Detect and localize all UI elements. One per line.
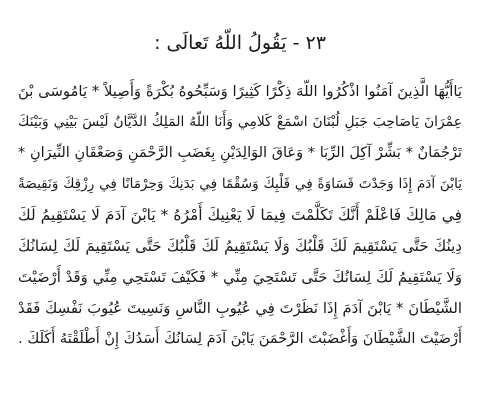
text-line: فِي مَالِكَ فَاعْلَمْ أَنَّكَ تَكَلَّمْتَ فِيمَا لَا يَعْنِيكَ أَمْرُهُ * يَابْنَ آدَمَ لَا يَسْتَقِيمُ لَكَ	[18, 206, 462, 224]
text-line: أَرْضَيْتَ الشَّيْطَانَ وَأَغْضَبْتَ الرَّحْمَنَ يَابْنَ آدَمَ لِسَانُكَ أَسَدُكَ إِنْ أَطْلَقْتَهُ أَكَلَكَ .	[18, 331, 462, 347]
text-line: يَاأَيُّهَا الَّذِينَ آمَنُوا اذْكُرُوا اللّهَ ذِكْرًا كَثِيرًا وَسَبِّحُوهُ بُكْرَةً وَأَصِيلاً * يَامُوسَى بْنَ	[18, 83, 462, 100]
text-line: دِينُكَ حَتَّى يَسْتَقِيمَ لَكَ قَلْبُكَ وَلَا يَسْتَقِيمُ لَكَ قَلْبُكَ حَتَّى يَسْتَقِيمَ لَكَ لِسَانُكَ	[18, 237, 462, 255]
text-line: الشَّيْطَانَ * يَابْنَ آدَمَ إِذَا نَظَرْتَ فِي عُيُوبِ النَّاسِ وَنَسِيتَ عُيُوبَ نَفْسِكَ فَقَدْ	[18, 300, 462, 317]
text-line: عِمْرَانَ يَاصَاحِبَ جَبَلِ لُبْنَانَ اسْمَعْ كَلامِي وَأَنَا اللّهُ المَلِكُ الدَّيَّانُ لَيْسَ بَيْنِي وَبَيْنَكَ	[18, 114, 462, 130]
text-line: يَابْنَ آدَمَ إِذَا وَجَدْتَ قَسَاوَةً فِي قَلْبِكَ وَسُقْمًا فِي بَدَنِكَ وَحِرْمَانًا فِي رِزْقِكَ وَنَقِيصَةً	[18, 176, 462, 192]
body-text	[18, 76, 462, 355]
section-heading: ٢٣ - يَقُولُ اللّهُ تَعالَى :	[154, 32, 326, 54]
text-line: وَلَا يَسْتَقِيمُ لَكَ لِسَانُكَ حَتَّى تَسْتَحِيَ مِنِّي * فَكَيْفَ تَسْتَحِي مِنِّي وَقَدْ أَرْضَيْتَ	[18, 269, 462, 286]
text-line: تَرْجُمَانٌ * بَشِّرْ آكِلَ الرِّبَا * وَعَاقَ الوَالِدَيْنِ بِغَضَبِ الرَّحْمَنِ وَصَعْقَانِ النِّيرَانِ *	[18, 145, 462, 161]
